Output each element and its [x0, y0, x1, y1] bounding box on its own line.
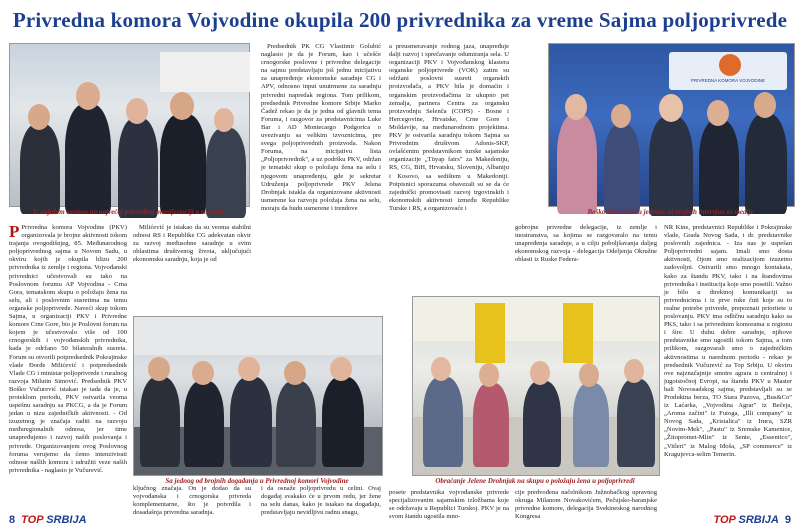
caption-photo3: Sa jednog od brojnih događanja u Privrednoj komori Vojvodine	[165, 477, 349, 485]
text-column-3a: Predsednik PK CG Vlastimir Golubić naglasio je da je Forum, kao i učešće crnogorske poslovne i privredne delegacije na sajmu predstavljaju još jednu inicijativu za unapređenje ekonomske saradnje CG i APV, odnosno input unutrmene za saradnju privredni napredak regiona. Tom prilikom, predsednik Privredne komore Srbije Marko Čadež rekao je da je jedna od glavnih tema Foruma, i razgovor za predstavnicima Luke Bar i AD Montecargo Podgorica o uvezivanju sa velikim izvoznicima, pre svega poljoprivrednih proizvoda. Nakon Foruma, na inicijativu lista „Poljoprivrednik", a uz podršku PKV, održan je tematski skup o položaju žena na selu i njegovom unapređenju, gde je sekretar Udruženja poljoprivrede PKV Jelena Drobnjak istakla da organizovane aktivnosti usmerene ka razvoju položaja žena na selu, moraju da budu usmerene i trendove	[261, 43, 381, 212]
text-column-6: NR Kine, predstavnici Republike i Pokrajinske vlade, Grada Novog Sada, i dr. predstavnike poslovnih zajednica. - Iza nas je uspešan Poljoprivredni sajam. Imali smo dosta aktivnosti, čijom smo realizacijom izuzetno zadovoljni. Ostvarili smo mnogo kontakata, kako za štandu PKV, tako i na štandovima privrednika i institucija koje smo posetili. Važno je bilo u direktnoj komunikaciji sa privrednicima i iz prve ruke čuti koje su to realne potrebe privrede, prepoznati prioritete u poslovanju. PKV ima odličnu saradnju kako sa PKS, tako i sa privrednim komorama u regionu i šire. U duhu dobre saradnje, njihove predstavnike smo ugostili tokom Sajma, a tom prilikom, razgovarali smo o zajedničkim aktivnostima u narednom periodu - rekao je predsednik Vučurević za Top Srbiju. U okviru ove najznačajnije smotre agrara u centralnoj i jugoistočnoj Evropi, na štandu PKV u Master hali Novosadskog sajma, predstavljali su se Produktna berza, TO Stara Pazova, „Bus&Co" iz Laćarka, „Vojvodina Agrar" iz Bečeja, „Aroma začini" iz Futoga, „Illi company" iz Novog Sada, „Kristalica" iz Irига, SZR „Novim-Mek", „Pastu" iz Sremske Kamenice, „Žitopromet-Mlin" iz Sente, „Essentico", „Vitleri" iz Malog Iđoša, „SP commerce" iz Kragujevca-selim Temerin.	[664, 224, 792, 458]
banner-text: PRIVREDNA KOMORA VOJVODINE	[690, 78, 766, 83]
text-column-4a: a preusmeravanje rodnog jaza, unapređuje dalji razvoj i sprečavanje odumiranja sela. U organizaciji PKV i Vojvođanskog klastera organske poljoprivrede (VOK) zatim su održani poslovni susreti organskih proizvođača, a PKV bila je domaćin i organskim proizvođačima iz ukupno pet zemalja, partnera Centra za organsku proizvodnju Selenča (COPS) - Bosne i Hercegovine, Hrvatske, Crne Gore i Moldavije, na međunarodnom projektima. PKV je ostvarila saradnju tokom Sajma sa Privrednim društvom Adonis-SKP, ovlašćenim predstavnikom turske sajamske organizacije „Tüyap fairs" za Makedoniju, RS, CG, BiH, Hrvatsku, Sloveniju, Albaniju i Kosovo, sa sedištem u Makedoniji. Potpisnici sporazuma obavezali su se da će zajednički promovisati razvoj trgovinskih i ekonomskih aktivnosti između Republike Turske i RS, a organizovaće i	[389, 43, 509, 212]
text-column-5b: cije predvođena načelnikom Južnobačkog upravnog okruga Milanom Novakovićem, Pečujsko-baranjske privredne komore, delegacija Svekineskog narodnog Kongresa	[515, 489, 657, 521]
text-column-2a: Milićević je istakao da su veoma stabilni odnosi RS i Republike CG adekvatan okvir za razvoj međusobne saradnje u svim oblastima društvenog života, uključujući ekonomsku saradnju, koja je od	[133, 224, 251, 264]
text-column-4b: posete predstavnika vojvođanske privrede specijalizovanim sajamskim izložbama koje se održavaju u Republici Turskoj. PKV je na svom štandu ugostila mno-	[389, 489, 509, 521]
text-column-3b: i da osnaže poljoprivredu u celini. Ovaj događaj svakako će u prvom redu, jer žene na selu danas, kako je istakao na događaju, predstavljaju nevidljivu radnu snagu,	[261, 485, 381, 517]
text-column-5a: gobrojne privredne delegacije, iz zemlje i inostranstva, sa kojima se razgovaralo na temu unapređenja saradnje, a u cilju poboljšavanja daljeg ekonomskog razvoja - delegacija Odeljenja Okružne oblasti iz Ruske Federa-	[515, 224, 657, 264]
photo-interview	[548, 43, 795, 207]
page-number-right: 9	[784, 514, 791, 526]
caption-photo2: Boško Vučurević u jednom od brojnih intervjua za medije	[587, 208, 754, 216]
page-number-left: 8	[9, 514, 16, 526]
drop-cap: P	[9, 222, 20, 241]
footer-left	[9, 513, 87, 527]
photo-conference-audience	[133, 316, 383, 476]
text-column-1: P Privredna komora Vojvodine (PKV) organizovala je brojne aktivnosti tokom trajanja ovogodišnjeg, 85. Međunarodnog poljoprivrednog sajma u Novom Sadu, u okviru kojih je okupila blizu 200 privrednika iz zemlje i regiona. Vojvođanski privrednici učestvovali su tako na Poslovnom forumu AP Vojvodina - Crna Gora, tematskom skupu o položaju žena na selu, ali i poslovnim susretima na temu organske poljoprivrede. Naveći skup tokom Sajma, u organizaciji PKV i Privredne komore Crne Gore, bio je Poslovni forum na kojem je učestvovalo više od 100 crnogorskih i vojvođanskih privrednika, kada je održano 50 bilateralnih susreta. Forum su otvorili potpredsednik Pokrajinske vlade Đorđe Milićević i potpredsednik Vlade CG i ministar poljoprivrede i ruralnog razvoja Milutin Simović. Predsednik PKV Boško Vučurević istakao je tada da je, u proteklom periodu, PKV ostvarila veoma uspešnu saradnju sa PKCG, a da je Forum jedan u nizu zajedničkih aktivnosti. - Od izuzetnog je značaja raditi na razvoju međuregionalnih odnosa, jer time unapređujemo i razvoj naših poslovanja i privrede. Organizovanjem ovog Poslovnog foruma verujemo da ćemo intenzivirati odnose našlih komora i udružiti veze naših privrednika - naglasio je Vučurević.	[9, 222, 127, 474]
top-srbija-logo: TOP SRBIJA	[21, 514, 87, 526]
photo-officials-at-fair	[9, 43, 250, 207]
photo-women-agriculture-meeting	[412, 296, 660, 476]
caption-photo1: U najužem sastavu na najvećoj privrednoj manifestaciji u regionu	[33, 208, 224, 216]
top-srbija-logo: TOP SRBIJA	[713, 514, 779, 526]
footer-right	[713, 513, 791, 527]
caption-photo4: Obraćanje Jelene Drobnjak na skupu o položaju žena u poljoprivredi	[435, 477, 635, 485]
text-column-2b: ključnog značaja. On je dodao da su vojvođanska i crnogorska privreda komplementarne, što je potvrdila i dosadašnja privredna saradnja.	[133, 485, 251, 517]
page-headline: Privredna komora Vojvodine okupila 200 privrednika za vreme Sajma poljoprivrede	[12, 7, 788, 32]
